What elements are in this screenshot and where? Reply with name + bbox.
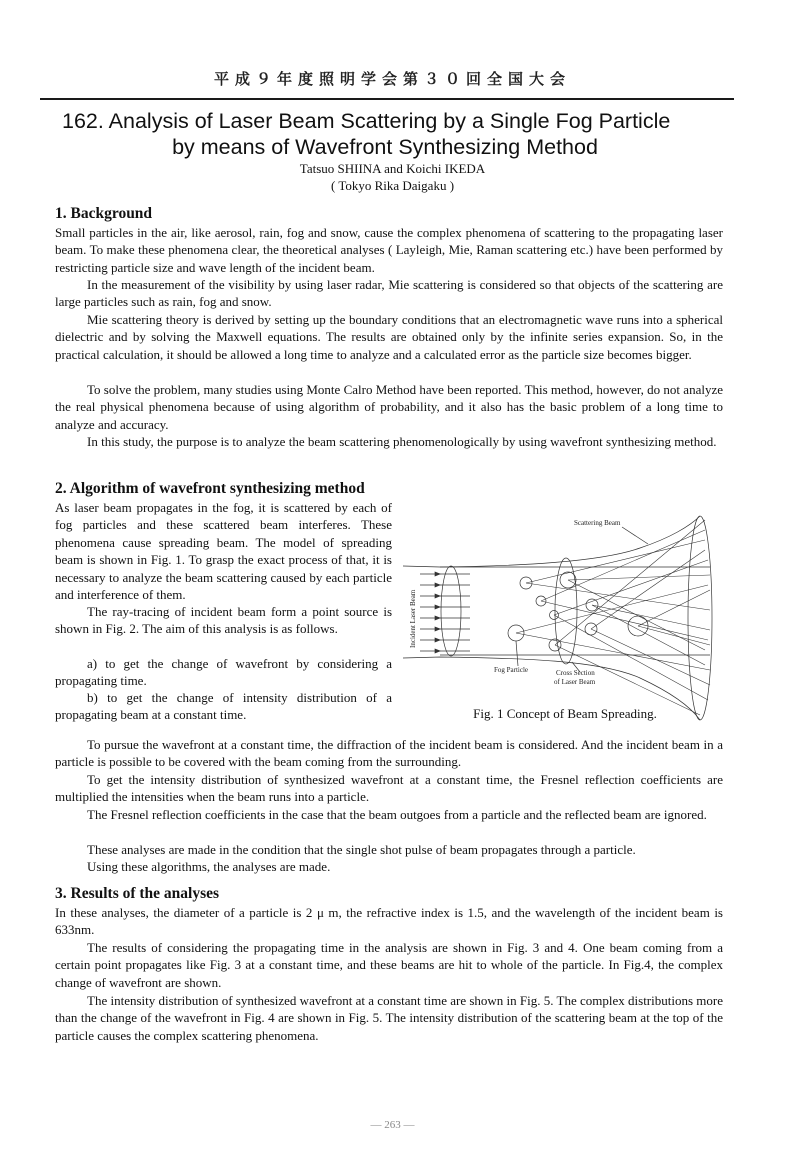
page-number: — 263 — xyxy=(370,1119,415,1131)
incident-rays xyxy=(420,574,470,651)
paragraph: The results of considering the propagating time in the analysis are shown in Fig. 3 and 4. One beam coming from a certain point propagates like Fig. 3 at a constant time, and these beams are hit to whole of the particle. In Fig.4, the complex change of wavefront are shown. xyxy=(55,940,723,990)
figure-1-beam-spreading xyxy=(400,500,730,722)
paragraph: These analyses are made in the condition that the single shot pulse of beam propagates through a particle. xyxy=(87,842,636,857)
paragraph: To solve the problem, many studies using Monte Calro Method have been reported. This method, however, do not analyze the real physical phenomena because of using algorithm of probability, and it also has the basic problem of a long time to analyze and accuracy. xyxy=(55,382,723,432)
header-rule xyxy=(40,98,734,100)
conference-header: 平成９年度照明学会第３０回全国大会 xyxy=(213,70,571,88)
section-heading-background: 1. Background xyxy=(55,205,153,222)
section-heading-results: 3. Results of the analyses xyxy=(55,885,220,902)
paragraph: The ray-tracing of incident beam form a point source is shown in Fig. 2. The aim of this analysis is as follows. xyxy=(55,604,392,637)
title-line-1: Analysis of Laser Beam Scattering by a Single Fog Particle xyxy=(108,109,671,133)
beam-envelope-top xyxy=(403,516,700,567)
paragraph: In this study, the purpose is to analyze the beam scattering phenomenologically by using wavefront synthesizing method. xyxy=(87,434,717,449)
cross-section-far xyxy=(688,516,712,720)
leader-scattering xyxy=(622,527,648,544)
paragraph: Small particles in the air, like aerosol, rain, fog and snow, cause the complex phenomena of scattering to the propagating laser beam. To make these phenomena clear, the theoretical analyses ( Layleigh, Mie, Raman scattering etc.) have been performed by restricting particle size and wave length of the incident beam. xyxy=(55,225,723,275)
paper-title xyxy=(62,108,722,160)
paragraph: In these analyses, the diameter of a particle is 2 μ m, the refractive index is 1.5, and the wavelength of the incident beam is 633nm. xyxy=(55,905,723,938)
scattering-rays xyxy=(516,520,710,715)
aim-item: b) to get the change of intensity distribution of a propagating beam at a constant time. xyxy=(55,690,392,723)
fog-particles xyxy=(508,572,648,651)
leader-fog-particle xyxy=(516,641,518,666)
paragraph: Mie scattering theory is derived by setting up the boundary conditions that an electromagnetic wave runs into a spherical dielectric and by solving the Maxwell equations. The results are obtained only by the infinite series expansion. So, in the practical calculation, it should be allowed a long time to analyze and a calculated error as the particle size becomes bigger. xyxy=(55,312,723,362)
cross-section-incident xyxy=(441,566,461,656)
label-scattering-beam: Scattering Beam xyxy=(574,519,621,527)
label-incident-laser-beam: Incident Laser Beam xyxy=(409,589,417,648)
section-heading-algorithm: 2. Algorithm of wavefront synthesizing method xyxy=(55,480,365,497)
title-number: 162. xyxy=(62,109,104,133)
aim-item: a) to get the change of wavefront by considering a propagating time. xyxy=(55,656,392,689)
label-cross-section: Cross Section xyxy=(556,669,595,677)
arrow-heads xyxy=(435,572,440,653)
label-fog-particle: Fog Particle xyxy=(494,666,529,674)
affiliation: ( Tokyo Rika Daigaku ) xyxy=(330,178,455,193)
label-of-laser-beam: of Laser Beam xyxy=(554,678,596,686)
paragraph: In the measurement of the visibility by using laser radar, Mie scattering is considered so that objects of the scattering are large particles such as rain, fog and snow. xyxy=(55,277,723,310)
author-block xyxy=(0,160,785,194)
paragraph: To pursue the wavefront at a constant time, the diffraction of the incident beam is considered. And the incident beam in a particle is possible to be covered with the beam coming from the surrounding. xyxy=(55,737,723,770)
figure-1-caption: Fig. 1 Concept of Beam Spreading. xyxy=(473,706,657,721)
paragraph: The intensity distribution of synthesized wavefront at a constant time are shown in Fig. 5. The complex distributions more than the change of the wavefront in Fig. 4 are shown in Fig. 5. The intensity distribution of the scattering beam at the top of the particle causes the complex scattering phenomena. xyxy=(55,993,723,1043)
authors: Tatsuo SHIINA and Koichi IKEDA xyxy=(299,161,486,176)
paragraph: As laser beam propagates in the fog, it is scattered by each of fog particles and these scattered beam interferes. These phenomena cause spreading beam. The model of spreading beam is shown in Fig. 1. To grasp the exact process of that, it is necessary to analyze the beam scattering caused by each particle and interference of them. xyxy=(55,500,392,603)
paragraph: Using these algorithms, the analyses are made. xyxy=(87,859,331,874)
paragraph: To get the intensity distribution of synthesized wavefront at a constant time, the Fresnel reflection coefficients are multiplied the intensities when the beam runs into a particle. xyxy=(55,772,723,805)
paragraph: The Fresnel reflection coefficients in the case that the beam outgoes from a particle and the reflected beam are ignored. xyxy=(87,807,707,822)
title-line-2: by means of Wavefront Synthesizing Method xyxy=(172,135,598,159)
